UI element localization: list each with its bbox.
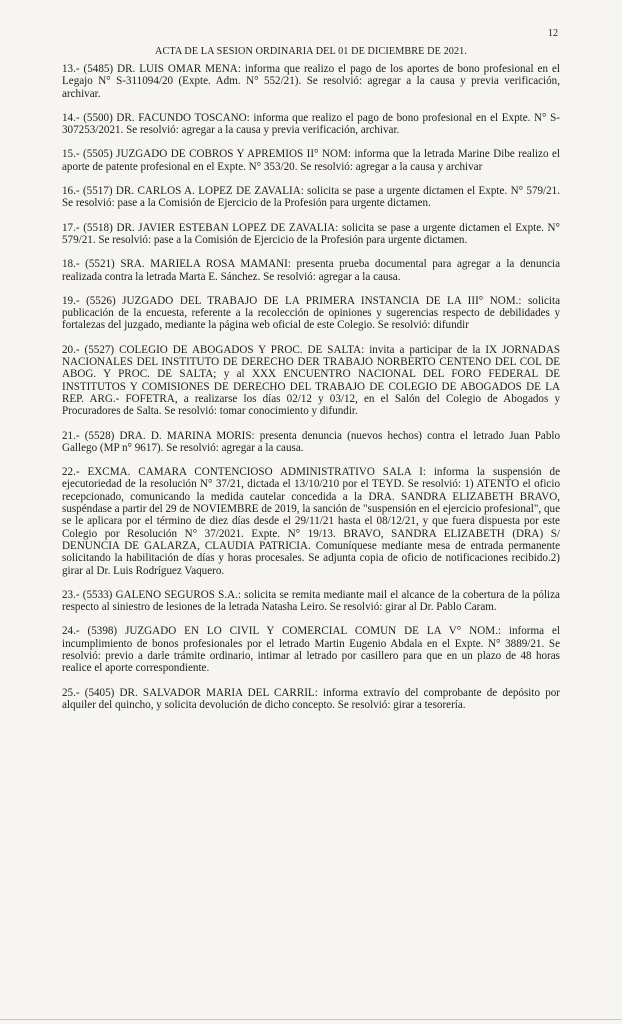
page-bottom-divider [0,1019,622,1020]
entry-17: 17.- (5518) DR. JAVIER ESTEBAN LOPEZ DE ZAVALIA: solicita se pase a urgente dictamen el Expte. N° 579/21. Se resolvió: pase a la Comisión de Ejercicio de la Profesión para urgente dictamen. [62,221,560,246]
entry-23: 23.- (5533) GALENO SEGUROS S.A.: solicita se remita mediante mail el alcance de la cobertura de la póliza respecto al siniestro de lesiones de la letrada Natasha Leiro. Se resolvió: girar al Dr. Pablo Caram. [62,588,560,614]
entry-14: 14.- (5500) DR. FACUNDO TOSCANO: informa que realizo el pago de bono profesional en el Expte. N° S-307253/2021. Se resolvió: agregar a la causa y previa verificación, archivar. [62,111,560,137]
entry-21: 21.- (5528) DRA. D. MARINA MORIS: presenta denuncia (nuevos hechos) contra el letrado Juan Pablo Gallego (MP n° 9617). Se resolvió: agregar a la causa. [62,429,560,454]
entry-19: 19.- (5526) JUZGADO DEL TRABAJO DE LA PRIMERA INSTANCIA DE LA III° NOM.: solicita publicación de la encuesta, referente a la recolección de opiniones y sugerencias respecto de debilidades y fortalezas del juzgado, mediante la página web oficial de este Colegio. Se resolvió: difundir [62,294,560,332]
document-header: ACTA DE LA SESION ORDINARIA DEL 01 DE DICIEMBRE DE 2021. [154,46,467,57]
entry-22: 22.- EXCMA. CAMARA CONTENCIOSO ADMINISTRATIVO SALA I: informa la suspensión de ejecutoriedad de la resolución N° 37/21, dictada el 13/10/210 por el TEYD. Se resolvió: 1) ATENTO el oficio recepcionado, comunicando la medida cautelar concedida a la DRA. SANDRA ELIZABETH BRAVO, suspéndase a partir del 29 de NOVIEMBRE de 2019, la sanción de "suspensión en el ejercicio profesional", que se le aplicara por el término de diez días desde el 29/11/21 hasta el 08/12/21, y que fuera dispuesta por este Colegio por Resolución N° 37/2021. Expte. N° 19/13. BRAVO, SANDRA ELIZABETH (DRA) S/ DENUNCIA DE GALARZA, CLAUDIA PATRICIA. Comuníquese mediante mesa de entrada permanente solicitando la habilitación de días y horas procesales. Se adjunta copia de oficio de notificaciones recibido.2) girar al Dr. Luis Rodríguez Vaquero. [62,466,560,577]
entry-25: 25.- (5405) DR. SALVADOR MARIA DEL CARRIL: informa extravío del comprobante de depósito por alquiler del quincho, y solicita devolución de dicho concepto. Se resolvió: girar a tesorería. [62,686,560,711]
entry-15: 15.- (5505) JUZGADO DE COBROS Y APREMIOS II° NOM: informa que la letrada Marine Dibe realizo el aporte de patente profesional en el Expte. N° 353/20. Se resolvió: agregar a la causa y archivar [62,148,560,173]
page-number: 12 [548,28,558,39]
entry-13: 13.- (5485) DR. LUIS OMAR MENA: informa que realizo el pago de los aportes de bono profesional en el Legajo N° S-311094/20 (Expte. Adm. N° 552/21). Se resolvió: agregar a la causa y previa verificación, archivar. [62,63,560,100]
entry-18: 18.- (5521) SRA. MARIELA ROSA MAMANI: presenta prueba documental para agregar a la denuncia realizada contra la letrada Marta E. Sánchez. Se resolvió: agregar a la causa. [62,258,560,283]
entry-24: 24.- (5398) JUZGADO EN LO CIVIL Y COMERCIAL COMUN DE LA V° NOM.: informa el incumplimiento de bonos profesionales por el letrado Martin Eugenio Abdala en el Expte. N° 3889/21. Se resolvió: previo a darle trámite ordinario, intimar al letrado por casillero para que en un plazo de 48 horas realice el aporte correspondiente. [62,625,560,675]
entry-20: 20.- (5527) COLEGIO DE ABOGADOS Y PROC. DE SALTA: invita a participar de la IX JORNADAS NACIONALES DEL INSTITUTO DE DERECHO DER TRABAJO NORBERTO CENTENO DEL COL DE ABOG. Y PROC. DE SALTA; y al XXX ENCUENTRO NACIONAL DEL FORO FEDERAL DE INSTITUTOS Y COMISIONES DE DERECHO DEL TRABAJO DE COLEGIO DE ABOGADOS DE LA REP. ARG.- FOFETRA, a realizarse los días 02/12 y 03/12, en el Salón del Colegio de Abogados y Procuradores de Salta. Se resolvió: tomar conocimiento y difundir. [62,343,560,418]
entry-16: 16.- (5517) DR. CARLOS A. LOPEZ DE ZAVALIA: solicita se pase a urgente dictamen el Expte. N° 579/21. Se resolvió: pase a la Comisión de Ejercicio de la Profesión para urgente dictamen. [62,185,560,210]
